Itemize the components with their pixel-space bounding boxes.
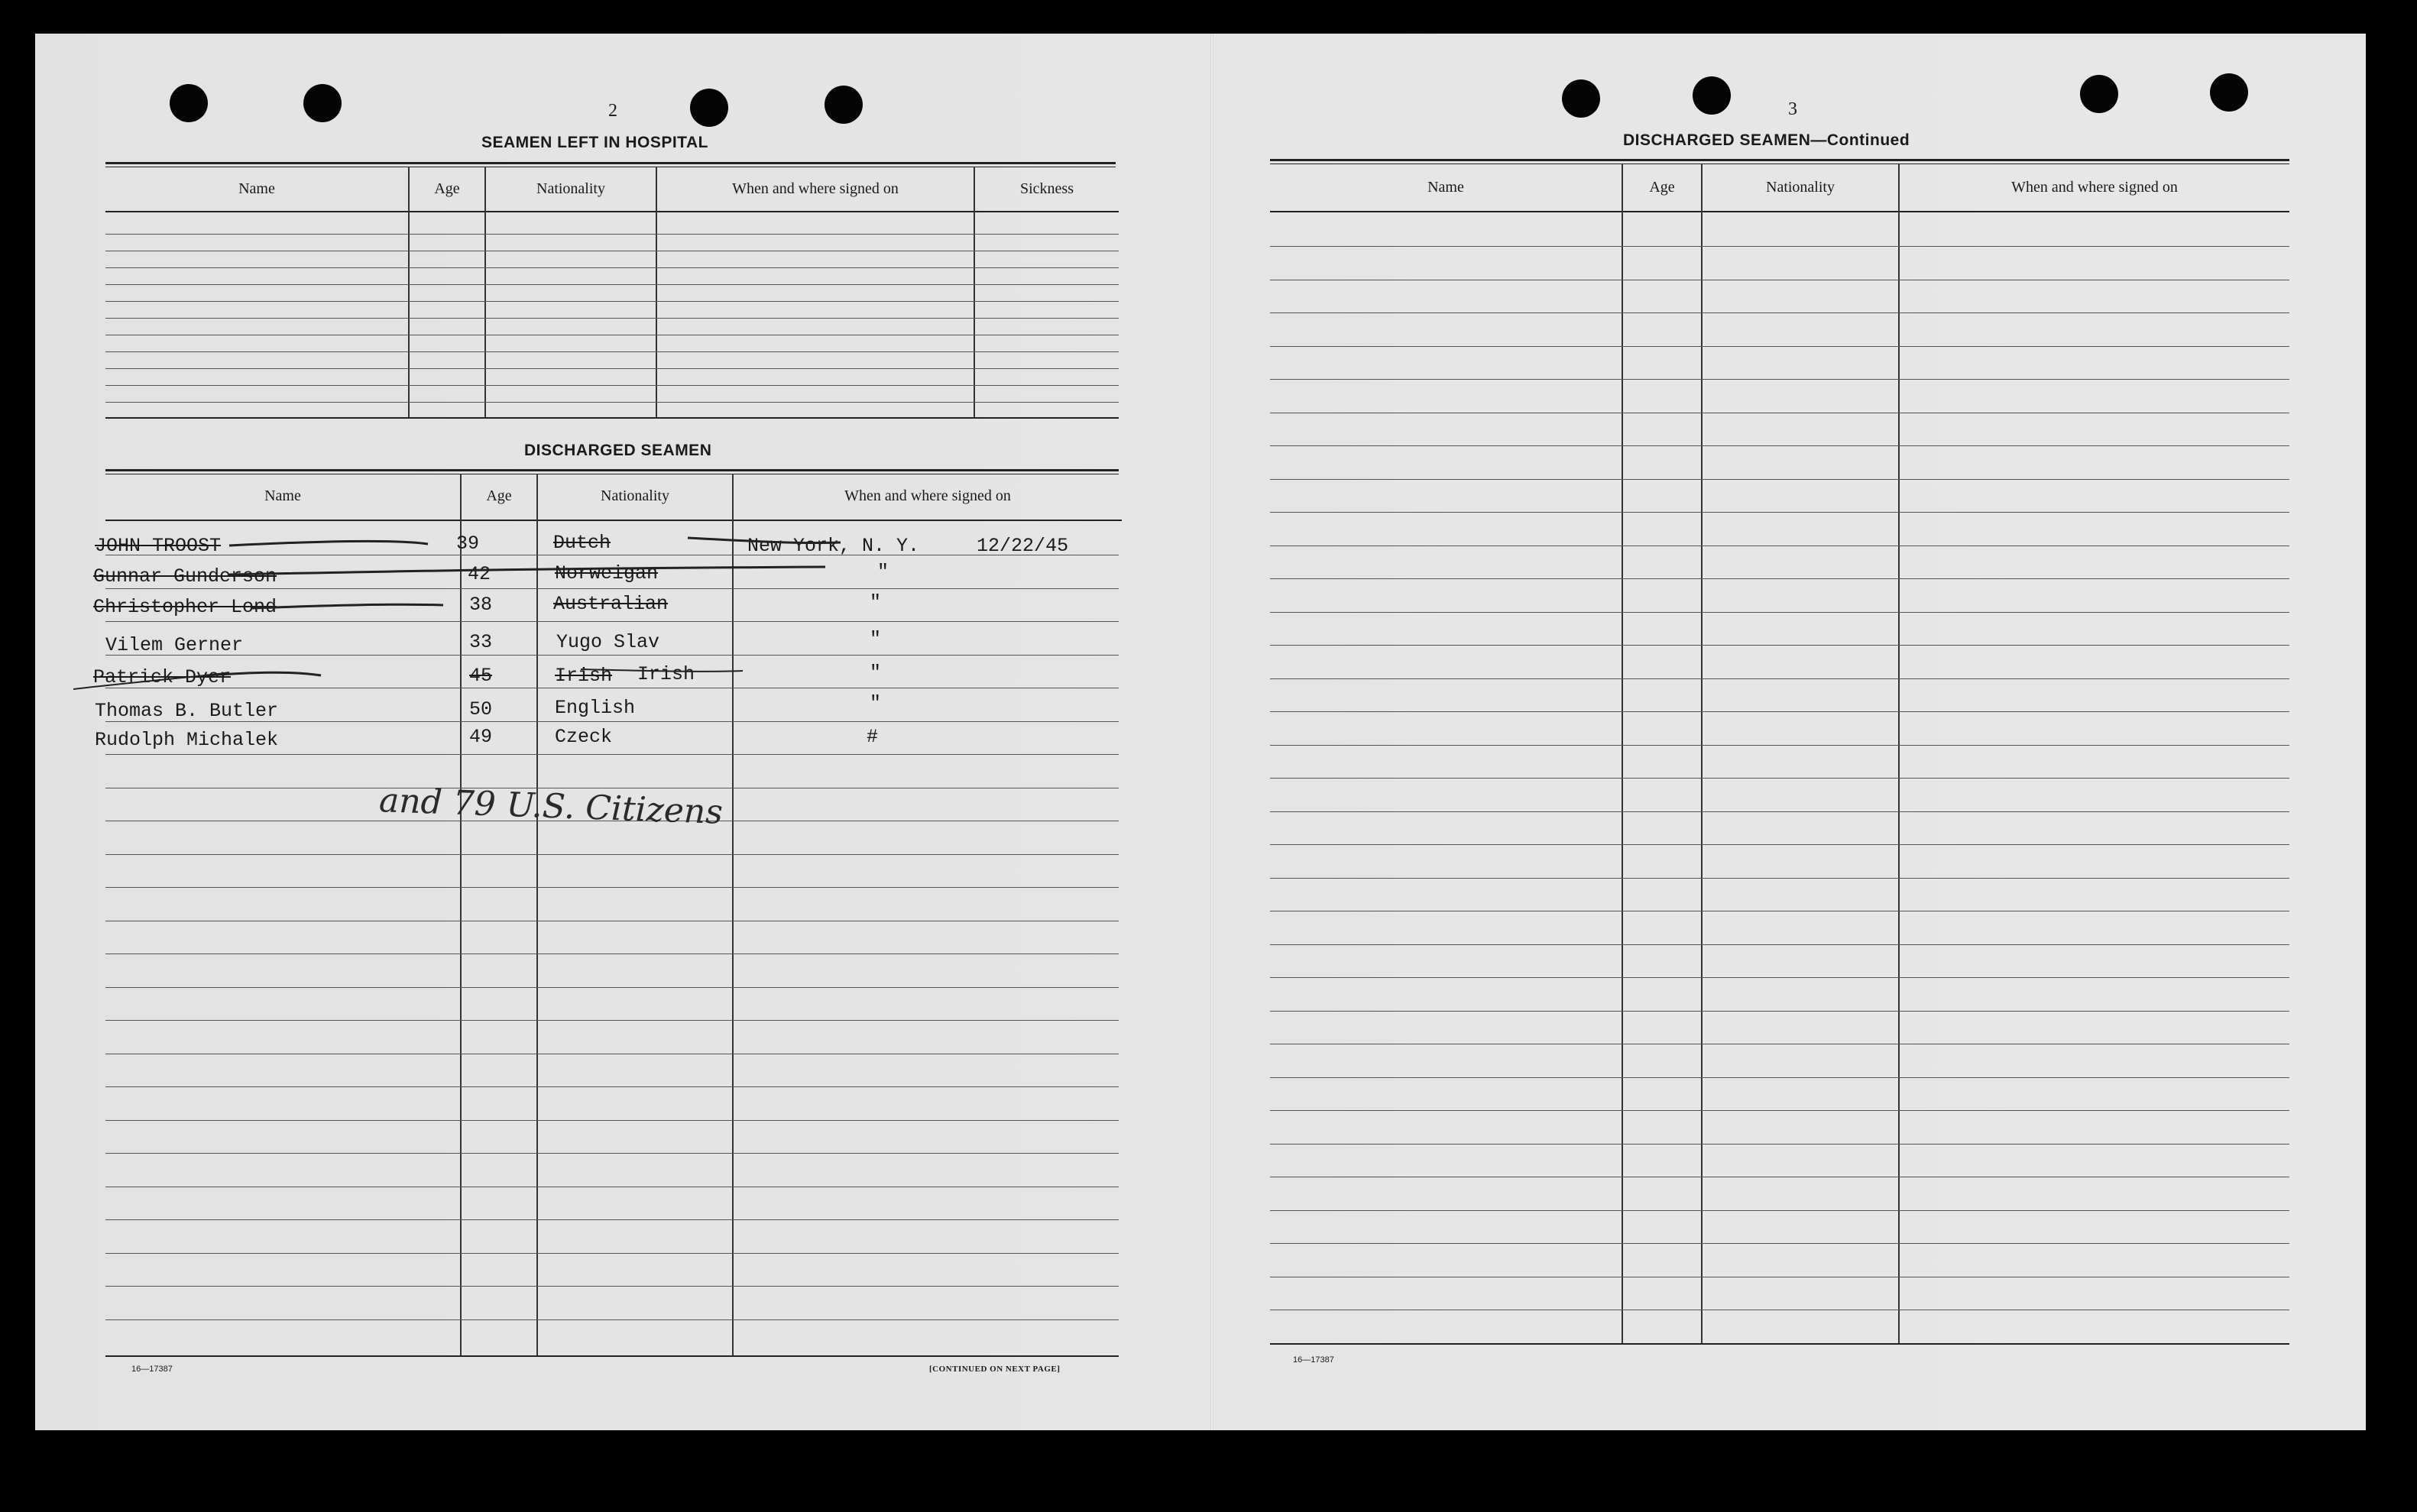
column-header: When and where signed on <box>844 487 1011 504</box>
form-number: 16—17387 <box>1293 1355 1334 1365</box>
row-rule <box>1270 811 2289 812</box>
seaman-name: Patrick Dyer <box>93 666 232 688</box>
row-rule <box>1270 612 2289 613</box>
row-rule <box>1270 346 2289 347</box>
column-header: When and where signed on <box>732 180 899 197</box>
row-rule <box>1270 1243 2289 1244</box>
row-rule <box>1270 312 2289 313</box>
column-header: Nationality <box>601 487 669 504</box>
seaman-nationality: Yugo Slav <box>556 631 660 653</box>
seaman-signed-on: New York, N. Y. 12/22/45 <box>747 535 1069 557</box>
seaman-nationality: Australian <box>553 593 669 615</box>
column-divider <box>1622 164 1623 1345</box>
seaman-signed-on: " <box>870 628 882 650</box>
row-rule <box>1270 379 2289 380</box>
column-header: Nationality <box>1766 179 1835 196</box>
seaman-signed-on: " <box>877 561 889 583</box>
seaman-name: Vilem Gerner <box>105 634 244 656</box>
row-rule <box>1270 512 2289 513</box>
hospital-section-title: SEAMEN LEFT IN HOSPITAL <box>481 134 708 151</box>
seaman-nationality: English <box>555 697 636 719</box>
seaman-age: 50 <box>469 698 493 720</box>
row-rule <box>1270 944 2289 945</box>
column-header: Name <box>264 487 301 504</box>
seaman-name: Christopher Lond <box>93 596 277 618</box>
seaman-nationality: Czeck <box>555 726 613 748</box>
row-rule <box>1270 246 2289 247</box>
seaman-signed-on: " <box>870 692 882 714</box>
row-rule <box>1270 1144 2289 1145</box>
continued-note: [CONTINUED ON NEXT PAGE] <box>929 1365 1061 1374</box>
seaman-nationality-struck: Irish <box>555 665 613 687</box>
seaman-name: Thomas B. Butler <box>95 700 279 722</box>
seaman-nationality: Dutch <box>553 532 611 554</box>
column-header: Age <box>1649 179 1675 196</box>
row-rule <box>1270 745 2289 746</box>
column-header: Age <box>434 180 460 197</box>
page-number: 2 <box>608 101 617 121</box>
seaman-name: Gunnar Gunderson <box>93 565 277 588</box>
seaman-signed-on: " <box>870 662 882 684</box>
column-divider <box>1701 164 1703 1345</box>
row-rule <box>1270 977 2289 978</box>
seaman-nationality: Irish <box>637 663 695 685</box>
seaman-nationality: Norweigan <box>555 562 659 584</box>
page-number: 3 <box>1788 99 1797 119</box>
seaman-signed-on: # <box>867 726 879 748</box>
table-bottom-rule <box>1270 1343 2289 1345</box>
column-header: When and where signed on <box>2011 179 2178 196</box>
row-rule <box>1270 778 2289 779</box>
column-divider <box>1898 164 1900 1345</box>
seaman-name: JOHN TROOST <box>95 535 222 557</box>
seaman-age: 45 <box>469 665 493 687</box>
row-rule <box>1270 445 2289 446</box>
row-rule <box>1270 1077 2289 1078</box>
row-rule <box>1270 678 2289 679</box>
seaman-signed-on: " <box>870 591 882 614</box>
column-header: Name <box>238 180 275 197</box>
row-rule <box>1270 1011 2289 1012</box>
row-rule <box>1270 578 2289 579</box>
handwritten-note: and 79 U.S. Citizens <box>378 781 724 832</box>
column-header: Name <box>1427 179 1464 196</box>
right-section-title: DISCHARGED SEAMEN—Continued <box>1623 131 1910 149</box>
form-number: 16—17387 <box>131 1365 173 1374</box>
seaman-age: 39 <box>456 533 480 555</box>
row-rule <box>1270 711 2289 712</box>
seaman-age: 38 <box>469 594 493 616</box>
discharged-section-title: DISCHARGED SEAMEN <box>524 442 712 459</box>
seaman-name: Rudolph Michalek <box>95 729 279 751</box>
table-top-rule <box>1270 159 2289 161</box>
row-rule <box>1270 878 2289 879</box>
column-header: Age <box>486 487 512 504</box>
column-header: Sickness <box>1020 180 1074 197</box>
seaman-age: 42 <box>468 563 491 585</box>
row-rule <box>1270 1110 2289 1111</box>
column-header: Nationality <box>536 180 605 197</box>
row-rule <box>1270 479 2289 480</box>
table-header-rule <box>1270 211 2289 212</box>
row-rule <box>1270 844 2289 845</box>
row-rule <box>1270 645 2289 646</box>
row-rule <box>1270 1210 2289 1211</box>
seaman-age: 49 <box>469 726 493 748</box>
seaman-age: 33 <box>469 631 493 653</box>
